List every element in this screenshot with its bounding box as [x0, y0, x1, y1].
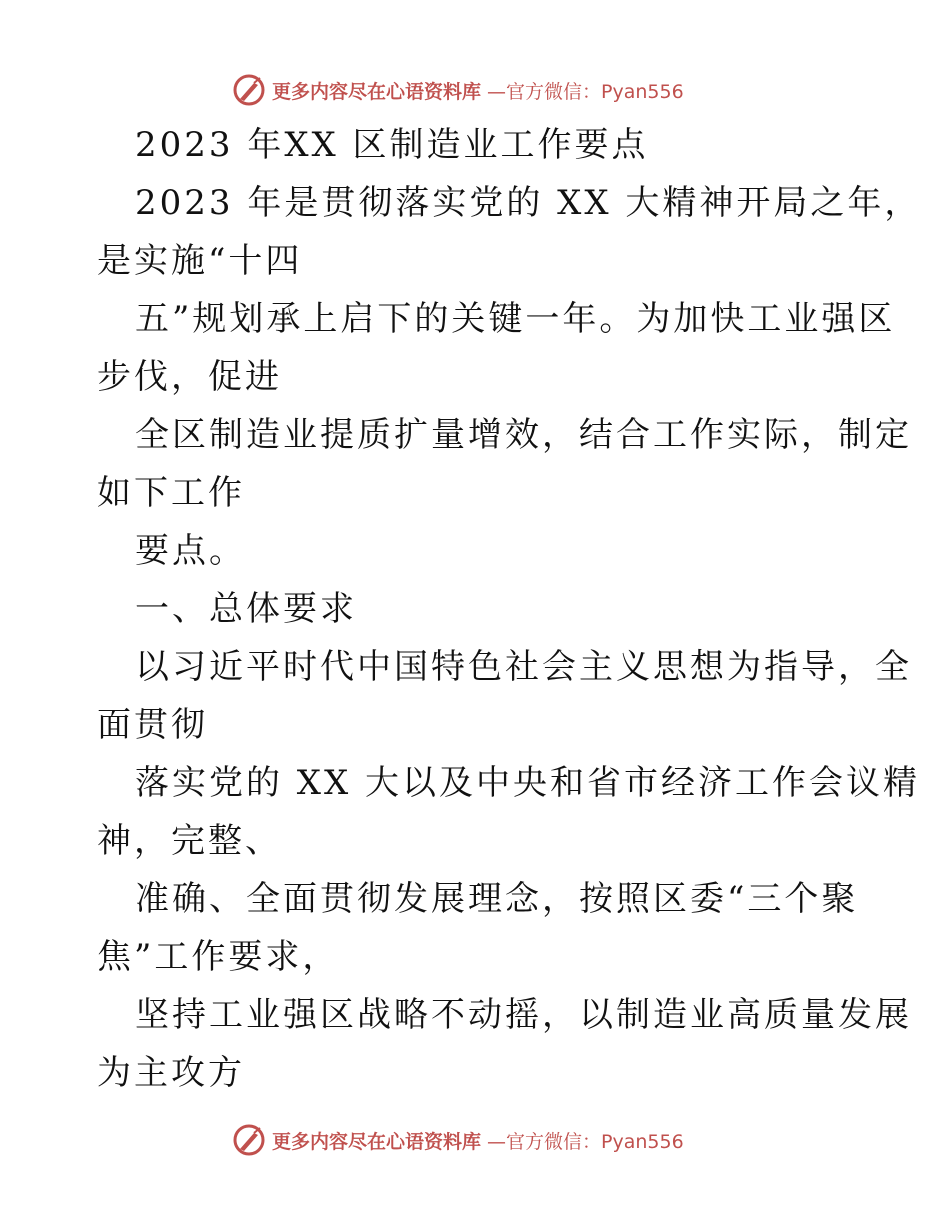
paragraph-line: 神，完整、 — [97, 821, 282, 861]
paragraph-line: 面贯彻 — [97, 705, 208, 745]
paragraph-line: 全区制造业提质扩量增效，结合工作实际，制定 — [135, 415, 912, 455]
section-heading: 一、总体要求 — [135, 589, 357, 629]
document-body — [97, 116, 922, 1102]
paragraph-line: 准确、全面贯彻发展理念，按照区委“三个聚 — [135, 879, 859, 919]
paragraph-line: 如下工作 — [97, 473, 245, 513]
paragraph-line: 五”规划承上启下的关键一年。为加快工业强区 — [135, 299, 896, 339]
watermark-text: 更多内容尽在心语资料库 — [272, 1130, 482, 1153]
quill-logo-icon — [232, 1123, 266, 1157]
paragraph-line: 焦”工作要求， — [97, 937, 340, 977]
paragraph-line: 坚持工业强区战略不动摇，以制造业高质量发展 — [135, 995, 912, 1035]
document-title: 2023 年XX 区制造业工作要点 — [135, 125, 649, 165]
header-watermark — [232, 72, 684, 108]
paragraph-line: 要点。 — [135, 531, 246, 571]
footer-watermark — [232, 1122, 684, 1158]
paragraph-line: 2023 年是贯彻落实党的 XX 大精神开局之年， — [135, 183, 922, 223]
watermark-contact: —官方微信：Pyan556 — [487, 80, 684, 103]
paragraph-line: 是实施“十四 — [97, 241, 303, 281]
paragraph-line: 为主攻方 — [97, 1053, 245, 1093]
paragraph-line: 以习近平时代中国特色社会主义思想为指导，全 — [135, 647, 912, 687]
paragraph-line: 步伐，促进 — [97, 357, 282, 397]
paragraph-line: 落实党的 XX 大以及中央和省市经济工作会议精 — [135, 763, 921, 803]
watermark-contact: —官方微信：Pyan556 — [487, 1130, 684, 1153]
quill-logo-icon — [232, 73, 266, 107]
watermark-text: 更多内容尽在心语资料库 — [272, 80, 482, 103]
